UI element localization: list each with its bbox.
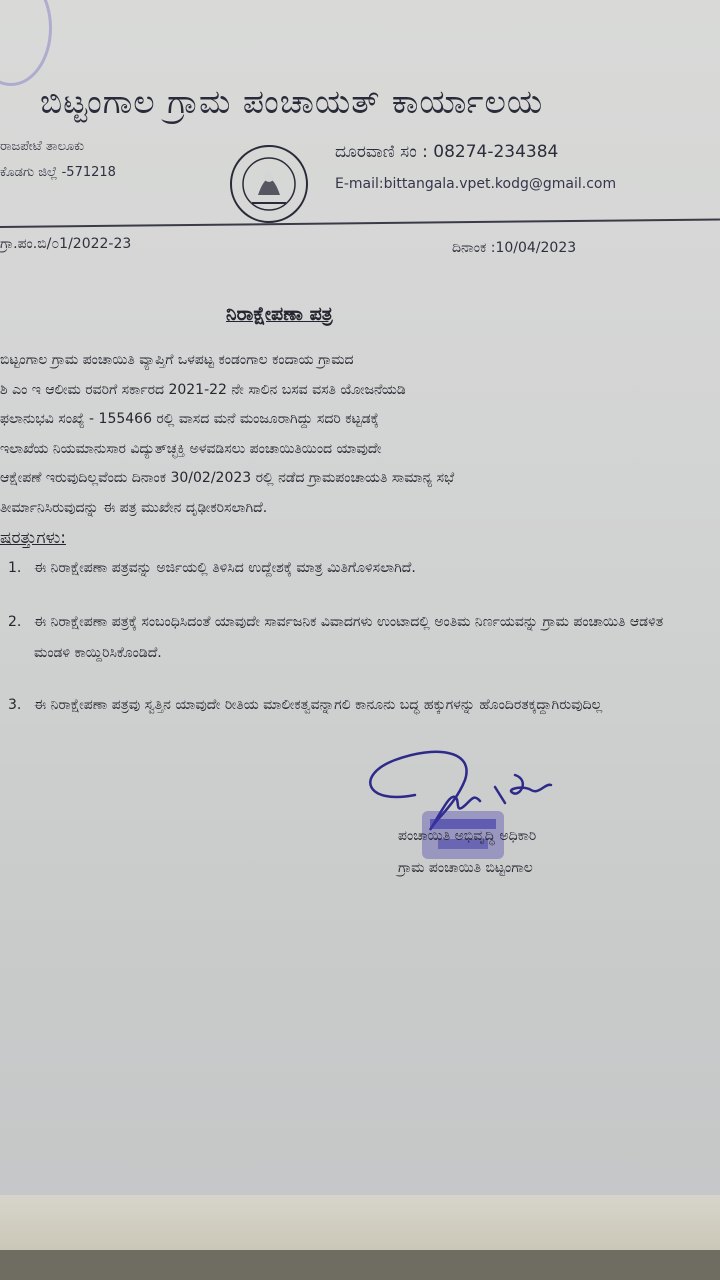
body-line: ಶಿ ಎಂ ಇ ಆಲೀಮ ರವರಿಗೆ ಸರ್ಕಾರದ 2021-22 ನೇ ಸಾಲಿನ ಬಸವ ವಸತಿ ಯೋಜನೆಯಡಿ (0, 381, 406, 398)
signatory-designation: ಪಂಚಾಯಿತಿ ಅಭಿವೃದ್ಧಿ ಅಧಿಕಾರಿ (398, 828, 537, 844)
body-paragraph (0, 346, 650, 523)
paper-bottom-edge (0, 1195, 720, 1250)
office-seal-partial (0, 0, 52, 86)
condition-text: ಈ ನಿರಾಕ್ಷೇಪಣಾ ಪತ್ರಕ್ಕೆ ಸಂಬಂಧಿಸಿದಂತೆ ಯಾವುದೇ ಸಾರ್ವಜನಿಕ ವಿವಾದಗಳು ಉಂಟಾದಲ್ಲಿ ಅಂತಿಮ ನಿರ್ಣಯವನ್ನು ಗ್ರಾಮ ಪಂಚಾಯಿತಿ ಆಡಳಿತ ಮಂಡಳಿ ಕಾಯ್ದಿರಿಸಿಕೊಂಡಿದೆ. (34, 614, 664, 661)
body-line: ಆಕ್ಷೇಪಣೆ ಇರುವುದಿಲ್ಲವೆಂದು ದಿನಾಂಕ 30/02/2023 ರಲ್ಲಿ ನಡೆದ ಗ್ರಾಮಪಂಚಾಯತಿ ಸಾಮಾನ್ಯ ಸಭೆ (0, 470, 455, 486)
condition-number: 1. (8, 560, 22, 576)
condition-text: ಈ ನಿರಾಕ್ಷೇಪಣಾ ಪತ್ರವು ಸ್ವತ್ತಿನ ಯಾವುದೇ ರೀತಿಯ ಮಾಲೀಕತ್ವವನ್ನಾಗಲಿ ಕಾನೂನು ಬದ್ಧ ಹಕ್ಕುಗಳನ್ನು ಹೊಂದಿರತಕ್ಕದ್ದಾಗಿರುವುದಿಲ್ಲ (34, 697, 603, 713)
taluk-text: ರಾಜಪೇಟೆ ತಾಲೂಕು (0, 139, 85, 154)
karnataka-emblem-icon (228, 143, 310, 225)
letter-date: ದಿನಾಂಕ :10/04/2023 (452, 240, 577, 256)
reference-number: ಗ್ರಾ.ಪಂ.ಬಿ/೦1/2022-23 (0, 236, 132, 252)
body-line: ಬಿಟ್ಟಂಗಾಲ ಗ್ರಾಮ ಪಂಚಾಯಿತಿ ವ್ಯಾಪ್ತಿಗೆ ಒಳಪಟ್ಟ ಕಂಡಂಗಾಲ ಕಂದಾಯ ಗ್ರಾಮದ (0, 352, 354, 368)
signatory-office: ಗ್ರಾಮ ಪಂಚಾಯಿತಿ ಬಿಟ್ಟಂಗಾಲ (398, 860, 533, 876)
phone-number: ದೂರವಾಣಿ ಸಂ : 08274-234384 (335, 142, 559, 162)
email-address: E-mail:bittangala.vpet.kodg@gmail.com (335, 176, 617, 192)
office-title: ಬಿಟ್ಟಂಗಾಲ ಗ್ರಾಮ ಪಂಚಾಯತ್ ಕಾರ್ಯಾಲಯ (40, 82, 544, 121)
body-line: ಇಲಾಖೆಯ ನಿಯಮಾನುಸಾರ ವಿದ್ಯುತ್‌ಚ್ಛಕ್ತಿ ಅಳವಡಿಸಲು ಪಂಚಾಯಿತಿಯಿಂದ ಯಾವುದೇ (0, 440, 382, 457)
address-block (0, 134, 116, 186)
body-line: ತೀರ್ಮಾನಿಸಿರುವುದನ್ನು ಈ ಪತ್ರ ಮುಖೇನ ದೃಢೀಕರಿಸಲಾಗಿದೆ. (0, 499, 268, 516)
district-text: ಕೊಡಗು ಜಿಲ್ಲೆ -571218 (0, 165, 116, 180)
document-title: ನಿರಾಕ್ಷೇಪಣಾ ಪತ್ರ (226, 303, 333, 325)
condition-item (0, 607, 680, 700)
header-divider (0, 218, 720, 228)
condition-number: 2. (8, 614, 22, 630)
condition-item (0, 553, 680, 615)
conditions-heading: ಷರತ್ತುಗಳು: (0, 528, 66, 548)
body-line: ಫಲಾನುಭವಿ ಸಂಖ್ಯೆ - 155466 ರಲ್ಲಿ ವಾಸದ ಮನೆ ಮಂಜೂರಾಗಿದ್ದು ಸದರಿ ಕಟ್ಟಡಕ್ಕೆ (0, 411, 379, 427)
condition-number: 3. (8, 697, 22, 713)
condition-text: ಈ ನಿರಾಕ್ಷೇಪಣಾ ಪತ್ರವನ್ನು ಅರ್ಜಿಯಲ್ಲಿ ತಿಳಿಸಿದ ಉದ್ದೇಶಕ್ಕೆ ಮಾತ್ರ ಮಿತಿಗೊಳಿಸಲಾಗಿದೆ. (34, 560, 416, 576)
